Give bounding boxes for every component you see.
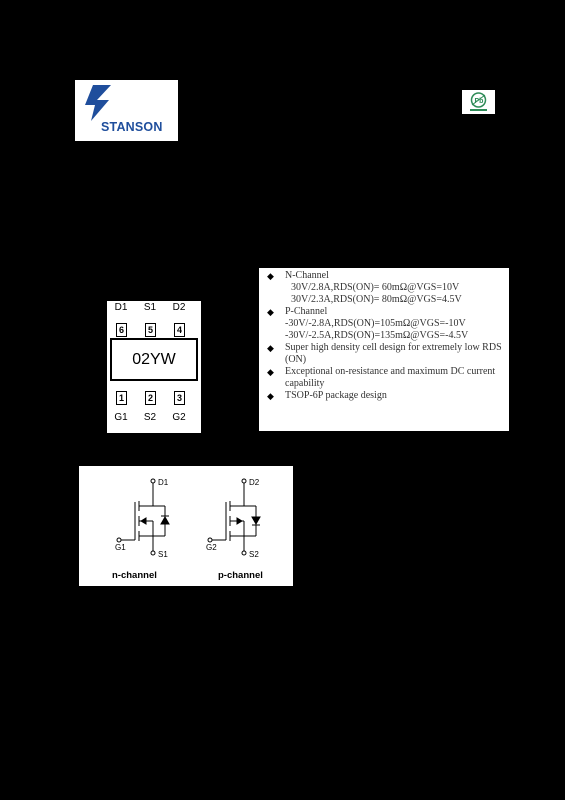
feature-item	[265, 306, 509, 342]
pin-number-1: 1	[116, 391, 127, 405]
n-drain-label: D1	[158, 478, 169, 487]
feature-text: Super high density cell design for extremely low RDS (ON)	[285, 342, 502, 365]
features-list-box	[259, 268, 509, 431]
chip-body	[110, 338, 198, 381]
n-source-label: S1	[158, 550, 168, 559]
pin-label-top-1: D1	[114, 302, 128, 313]
feature-spec-line: 30V/2.3A,RDS(ON)= 80mΩ@VGS=4.5V	[291, 294, 462, 305]
feature-spec-line: -30V/-2.5A,RDS(ON)=135mΩ@VGS=-4.5V	[285, 330, 469, 341]
stanson-s-mark-icon	[81, 83, 121, 123]
pin-number-6: 6	[116, 323, 127, 337]
logo-wordmark: STANSON	[101, 120, 163, 134]
pin-number-5: 5	[145, 323, 156, 337]
mosfet-schematic	[79, 466, 293, 586]
diamond-bullet-icon: ◆	[267, 307, 274, 317]
feature-item	[265, 390, 509, 402]
p-gate-label: G2	[206, 543, 217, 552]
stanson-logo	[75, 80, 178, 141]
diamond-bullet-icon: ◆	[267, 271, 274, 281]
pb-free-icon	[462, 90, 495, 114]
feature-spec-line: -30V/-2.8A,RDS(ON)=105mΩ@VGS=-10V	[285, 318, 466, 329]
pin-label-top-3: D2	[172, 302, 186, 313]
pin-number-3: 3	[174, 391, 185, 405]
feature-heading: N-Channel	[285, 270, 329, 281]
p-drain-label: D2	[249, 478, 260, 487]
n-gate-label: G1	[115, 543, 126, 552]
feature-spec-line: 30V/2.8A,RDS(ON)= 60mΩ@VGS=10V	[291, 282, 460, 293]
diamond-bullet-icon: ◆	[267, 343, 274, 353]
pin-label-bottom-3: G2	[172, 412, 186, 423]
diamond-bullet-icon: ◆	[267, 367, 274, 377]
mosfet-symbols-icon	[79, 466, 293, 586]
package-pinout-drawing	[107, 301, 201, 433]
svg-text:Pb: Pb	[474, 98, 484, 105]
pin-number-2: 2	[145, 391, 156, 405]
n-channel-caption: n-channel	[112, 570, 157, 581]
rohs-badge	[462, 90, 495, 114]
pin-label-bottom-2: S2	[143, 412, 157, 423]
p-source-label: S2	[249, 550, 259, 559]
feature-heading: P-Channel	[285, 306, 328, 317]
feature-text: Exceptional on-resistance and maximum DC current capability	[285, 366, 496, 389]
chip-marking: 02YW	[132, 351, 176, 368]
feature-item	[265, 270, 509, 306]
feature-text: TSOP-6P package design	[285, 390, 387, 401]
pin-label-bottom-1: G1	[114, 412, 128, 423]
feature-item	[265, 342, 509, 366]
pin-number-4: 4	[174, 323, 185, 337]
diamond-bullet-icon: ◆	[267, 391, 274, 401]
p-channel-caption: p-channel	[218, 570, 263, 581]
feature-item	[265, 366, 509, 390]
pin-label-top-2: S1	[143, 302, 157, 313]
